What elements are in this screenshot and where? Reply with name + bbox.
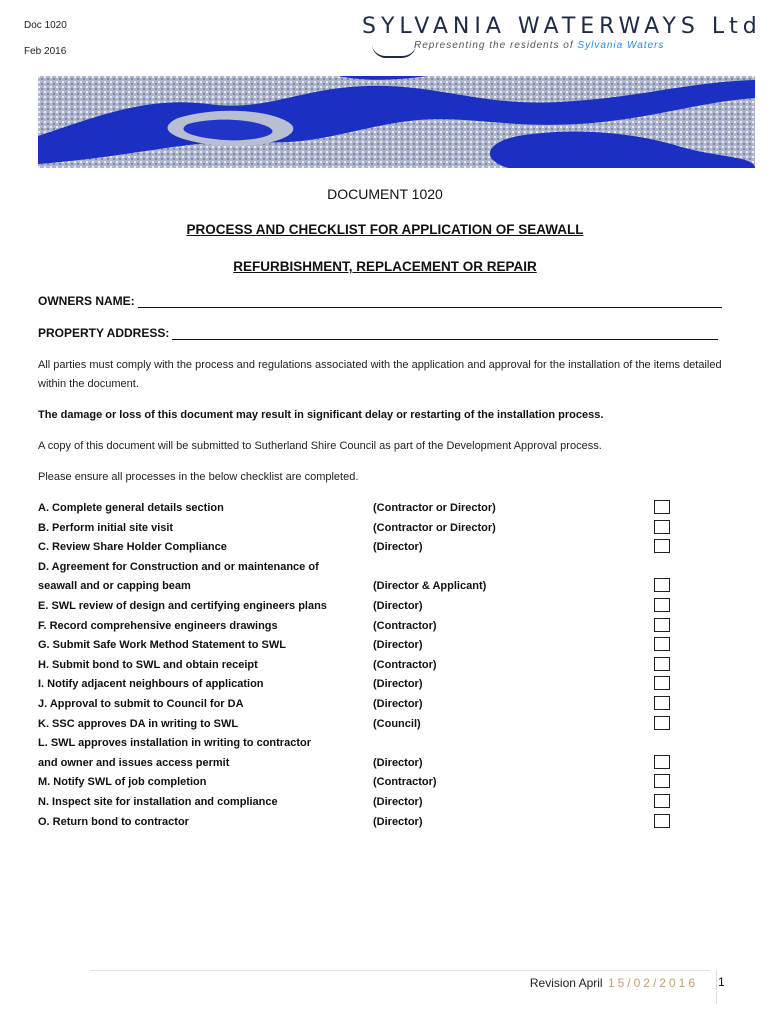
company-tagline [414,40,665,51]
checklist-checkbox[interactable] [654,520,670,534]
checklist-responsible: (Director) [373,541,423,554]
page-number: 1 [718,975,725,989]
checklist-responsible: (Contractor) [373,619,437,632]
checklist-row [38,676,678,696]
council-copy-paragraph: A copy of this document will be submitted to Sutherland Shire Council as part of the Development Approval process. [38,440,602,452]
checklist-checkbox[interactable] [654,598,670,612]
document-number: DOCUMENT 1020 [327,186,443,202]
revision-date: 15/02/2016 [607,976,698,990]
checklist-responsible: (Director) [373,678,423,691]
revision-label: Revision April [529,976,603,990]
checklist-row [38,578,678,598]
checklist-task: and owner and issues access permit [38,756,230,769]
checklist-row [38,637,678,657]
checklist-task: L. SWL approves installation in writing to contractor [38,737,311,750]
checklist-responsible: (Contractor) [373,658,437,671]
tagline-prefix: Representing the residents of [414,40,578,51]
checklist-checkbox[interactable] [654,539,670,553]
checklist-row [38,500,678,520]
checklist-checkbox[interactable] [654,500,670,514]
checklist-responsible: (Director) [373,795,423,808]
company-logo [362,14,762,58]
checklist-task: J. Approval to submit to Council for DA [38,697,244,710]
checklist-task: B. Perform initial site visit [38,521,174,534]
property-address-field [38,326,718,340]
checklist-row [38,755,678,775]
checklist-task: I. Notify adjacent neighbours of application [38,678,264,691]
doc-date: Feb 2016 [24,46,67,57]
checklist-row [38,539,678,559]
checklist-task: H. Submit bond to SWL and obtain receipt [38,658,258,671]
property-address-blank[interactable] [172,327,718,340]
checklist-checkbox[interactable] [654,676,670,690]
banner-image [38,76,755,168]
checklist-checkbox[interactable] [654,657,670,671]
checklist-row [38,774,678,794]
checklist-responsible: (Director) [373,815,423,828]
owners-name-field [38,294,722,308]
compliance-paragraph: All parties must comply with the process and regulations associated with the application and approval for the installation of the items detailed within the document. [38,359,722,390]
checklist-row [38,814,678,834]
document-title: PROCESS AND CHECKLIST FOR APPLICATION OF SEAWALL [186,222,584,237]
checklist-row [38,735,678,755]
checklist-responsible: (Director) [373,756,423,769]
checklist-responsible: (Director & Applicant) [373,580,487,593]
checklist-task: M. Notify SWL of job completion [38,776,207,789]
company-name: SYLVANIA WATERWAYS Ltd [362,14,762,39]
checklist-responsible: (Council) [373,717,421,730]
checklist-task: E. SWL review of design and certifying engineers plans [38,599,327,612]
checklist-checkbox[interactable] [654,637,670,651]
checklist-instruction: Please ensure all processes in the below checklist are completed. [38,471,359,483]
checklist-responsible: (Director) [373,697,423,710]
checklist-row [38,794,678,814]
checklist-checkbox[interactable] [654,755,670,769]
checklist-responsible: (Director) [373,639,423,652]
checklist-task: N. Inspect site for installation and compliance [38,795,278,808]
process-checklist [38,500,678,833]
checklist-responsible: (Contractor or Director) [373,521,496,534]
checklist-row [38,657,678,677]
owners-name-label: OWNERS NAME: [38,294,135,308]
checklist-checkbox[interactable] [654,774,670,788]
owners-name-blank[interactable] [138,295,722,308]
checklist-task: seawall and or capping beam [38,580,191,593]
checklist-task: D. Agreement for Construction and or maintenance of [38,560,319,573]
checklist-row [38,618,678,638]
checklist-checkbox[interactable] [654,578,670,592]
checklist-checkbox[interactable] [654,716,670,730]
checklist-task: G. Submit Safe Work Method Statement to SWL [38,639,286,652]
checklist-checkbox[interactable] [654,814,670,828]
footer-vertical-divider [716,970,717,1004]
checklist-row [38,598,678,618]
logo-swoosh-icon [372,44,416,58]
checklist-task: C. Review Share Holder Compliance [38,541,227,554]
doc-code: Doc 1020 [24,20,67,31]
checklist-responsible: (Director) [373,599,423,612]
checklist-row [38,696,678,716]
checklist-row [38,559,678,579]
property-address-label: PROPERTY ADDRESS: [38,326,170,340]
checklist-task: F. Record comprehensive engineers drawings [38,619,278,632]
revision-info [530,976,698,990]
document-subtitle: REFURBISHMENT, REPLACEMENT OR REPAIR [233,259,537,274]
checklist-task: K. SSC approves DA in writing to SWL [38,717,239,730]
aerial-waterways-banner [38,76,755,168]
checklist-task: A. Complete general details section [38,502,224,514]
checklist-checkbox[interactable] [654,618,670,632]
tagline-highlight: Sylvania Waters [577,40,665,51]
footer-divider [90,970,710,971]
damage-warning-paragraph: The damage or loss of this document may result in significant delay or restarting of the installation process. [38,409,604,421]
checklist-checkbox[interactable] [654,696,670,710]
checklist-responsible: (Contractor or Director) [373,502,496,514]
checklist-row [38,716,678,736]
checklist-responsible: (Contractor) [373,776,437,789]
checklist-task: O. Return bond to contractor [38,815,189,828]
checklist-checkbox[interactable] [654,794,670,808]
checklist-row [38,520,678,540]
